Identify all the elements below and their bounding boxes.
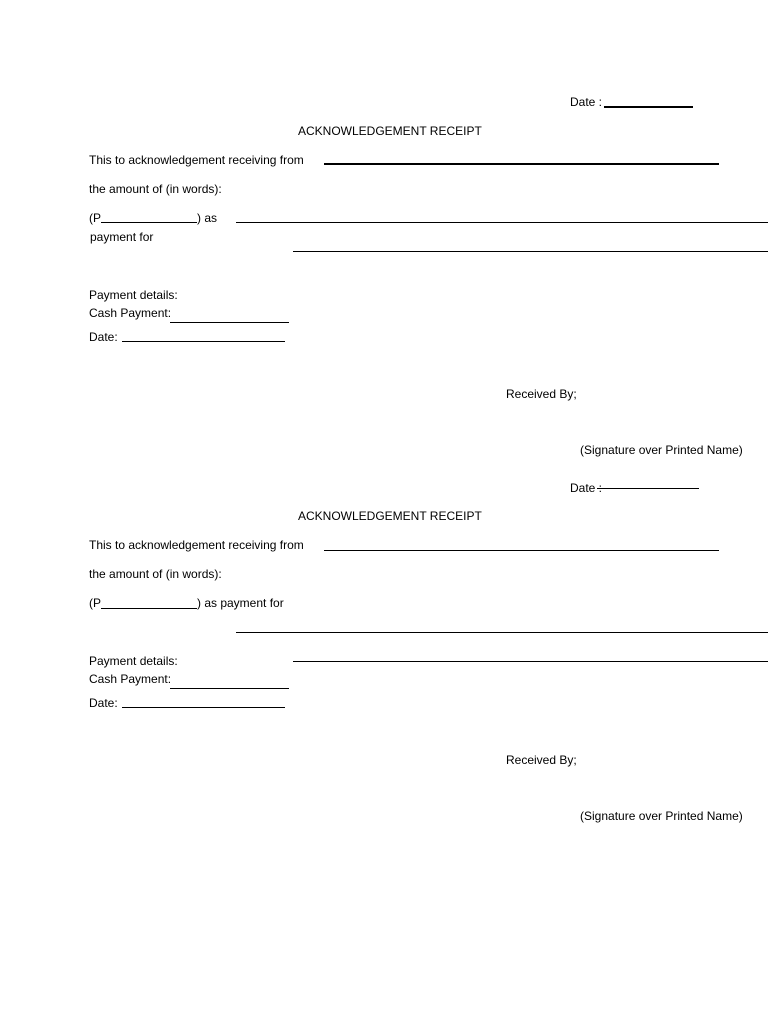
cash-payment-field-line[interactable]: [170, 688, 289, 689]
amount-number-field-line[interactable]: [101, 608, 197, 609]
payment-for-field-line[interactable]: [293, 251, 768, 252]
date-label: Date :: [570, 95, 603, 109]
receiving-from-label: This to acknowledgement receiving from: [89, 153, 304, 167]
receiving-from-field-line[interactable]: [324, 163, 719, 165]
payment-date-label: Date:: [89, 330, 118, 344]
receiving-from-field-line[interactable]: [324, 550, 719, 551]
date-field-line[interactable]: [604, 106, 693, 108]
received-by-label: Received By;: [506, 753, 577, 767]
signature-label: (Signature over Printed Name): [580, 443, 743, 457]
amount-number-field-line[interactable]: [101, 222, 197, 223]
amount-words-field-line[interactable]: [236, 632, 768, 633]
date-field-line[interactable]: [597, 488, 699, 489]
received-by-label: Received By;: [506, 387, 577, 401]
amount-suffix: ) as payment for: [197, 596, 284, 610]
payment-date-label: Date:: [89, 696, 118, 710]
amount-prefix: (P: [89, 211, 101, 225]
payment-date-field-line[interactable]: [122, 707, 285, 708]
receipt-title: ACKNOWLEDGEMENT RECEIPT: [298, 509, 482, 523]
payment-details-label: Payment details:: [89, 288, 178, 302]
signature-label: (Signature over Printed Name): [580, 809, 743, 823]
payment-date-field-line[interactable]: [122, 341, 285, 342]
payment-for-label: payment for: [90, 230, 154, 244]
cash-payment-label: Cash Payment:: [89, 306, 172, 320]
payment-details-label: Payment details:: [89, 654, 178, 668]
amount-words-field-line[interactable]: [236, 222, 768, 223]
amount-words-label: the amount of (in words):: [89, 182, 222, 196]
receiving-from-label: This to acknowledgement receiving from: [89, 538, 304, 552]
amount-words-label: the amount of (in words):: [89, 567, 222, 581]
payment-for-field-line[interactable]: [293, 661, 768, 662]
amount-prefix: (P: [89, 596, 101, 610]
amount-suffix: ) as: [197, 211, 218, 225]
date-label: Date :: [570, 481, 603, 495]
receipt-title: ACKNOWLEDGEMENT RECEIPT: [298, 124, 482, 138]
cash-payment-field-line[interactable]: [170, 322, 289, 323]
cash-payment-label: Cash Payment:: [89, 672, 172, 686]
